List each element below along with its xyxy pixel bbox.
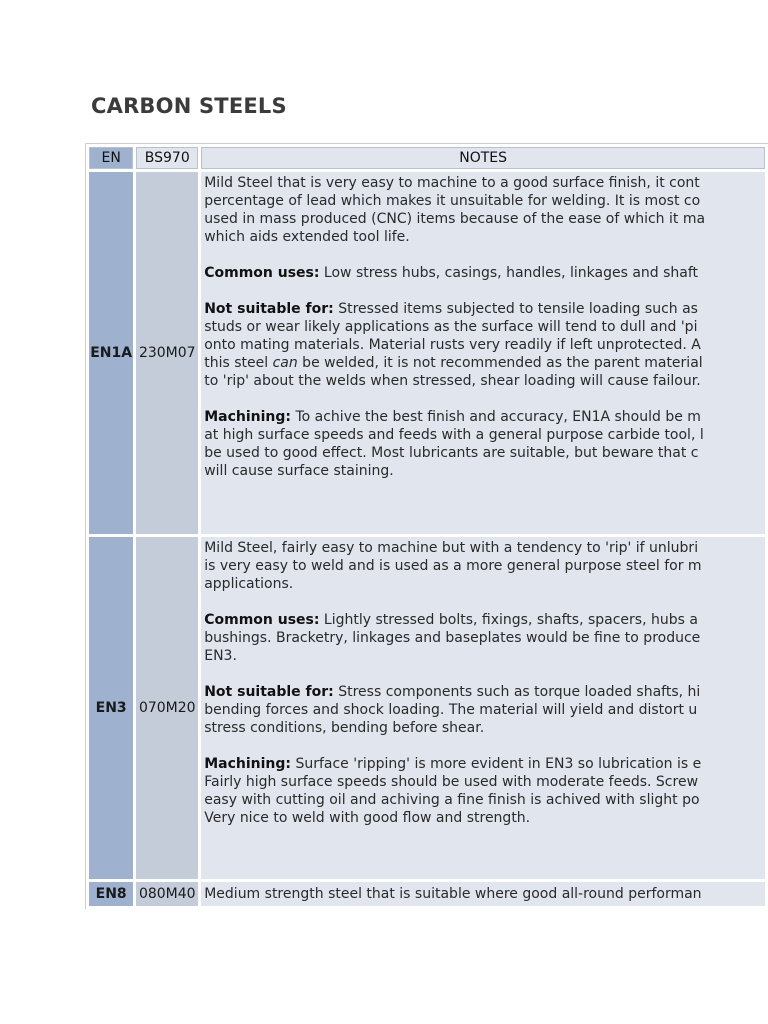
en-grade-cell: EN1A (89, 172, 133, 534)
machining-label: Machining: (204, 409, 292, 425)
machining-paragraph (204, 755, 765, 827)
note-line: used in mass produced (CNC) items because of the ease of which it ma (204, 211, 706, 227)
carbon-steels-table (85, 143, 768, 909)
note-line (204, 755, 765, 773)
note-line: Very nice to weld with good flow and strength. (204, 810, 531, 826)
note-line (204, 354, 765, 372)
table-row (89, 537, 765, 879)
common-uses-paragraph (204, 264, 765, 282)
header-notes: NOTES (201, 147, 765, 169)
notes-cell (201, 172, 765, 534)
note-line (204, 264, 765, 282)
note-text: be welded, it is not recommended as the parent material (297, 355, 703, 371)
common-uses-label: Common uses: (204, 612, 320, 628)
note-text: Stress components such as torque loaded shafts, hi (333, 684, 701, 700)
note-line: onto mating materials. Material rusts very readily if left unprotected. A (204, 337, 701, 353)
not-suitable-paragraph (204, 683, 765, 737)
note-text: Low stress hubs, casings, handles, linkages and shaft (319, 265, 699, 281)
note-line: be used to good effect. Most lubricants are suitable, but beware that c (204, 445, 699, 461)
note-line: at high surface speeds and feeds with a general purpose carbide tool, l (204, 427, 704, 443)
note-line: stress conditions, bending before shear. (204, 720, 485, 736)
notes-cell (201, 537, 765, 879)
table-header-row (89, 147, 765, 169)
not-suitable-label: Not suitable for: (204, 301, 334, 317)
machining-label: Machining: (204, 756, 292, 772)
note-line: applications. (204, 576, 294, 592)
note-line (204, 300, 765, 318)
note-line: is very easy to weld and is used as a more general purpose steel for m (204, 558, 702, 574)
emphasis-text: can (272, 355, 298, 371)
header-en: EN (89, 147, 133, 169)
note-line: Medium strength steel that is suitable where good all-round performan (204, 886, 702, 902)
note-line: bushings. Bracketry, linkages and baseplates would be fine to produce (204, 630, 701, 646)
note-line: bending forces and shock loading. The material will yield and distort u (204, 702, 698, 718)
note-line: which aids extended tool life. (204, 229, 410, 245)
note-line: easy with cutting oil and achiving a fine finish is achived with slight po (204, 792, 700, 808)
table-row (89, 172, 765, 534)
note-line: Mild Steel, fairly easy to machine but with a tendency to 'rip' if unlubri (204, 540, 699, 556)
description-paragraph (204, 174, 765, 246)
en-grade-cell: EN3 (89, 537, 133, 879)
note-text: Surface 'ripping' is more evident in EN3 so lubrication is e (291, 756, 702, 772)
note-line: Fairly high surface speeds should be used with moderate feeds. Screw (204, 774, 699, 790)
note-text: Lightly stressed bolts, fixings, shafts, spacers, hubs a (319, 612, 698, 628)
description-paragraph (204, 539, 765, 593)
table-row (89, 882, 765, 906)
note-text: To achive the best finish and accuracy, EN1A should be m (291, 409, 701, 425)
not-suitable-label: Not suitable for: (204, 684, 334, 700)
note-line: to 'rip' about the welds when stressed, shear loading will cause failour. (204, 373, 701, 389)
note-line: percentage of lead which makes it unsuitable for welding. It is most co (204, 193, 701, 209)
machining-paragraph (204, 408, 765, 480)
bs970-code-cell: 080M40 (136, 882, 198, 906)
note-line (204, 408, 765, 426)
en-grade-cell: EN8 (89, 882, 133, 906)
page-title: CARBON STEELS (91, 94, 287, 118)
common-uses-label: Common uses: (204, 265, 320, 281)
bs970-code-cell: 230M07 (136, 172, 198, 534)
note-line (204, 611, 765, 629)
note-line (204, 683, 765, 701)
note-text: this steel (204, 355, 273, 371)
note-line: Mild Steel that is very easy to machine to a good surface finish, it cont (204, 175, 700, 191)
note-text: Stressed items subjected to tensile loading such as (333, 301, 698, 317)
header-bs970: BS970 (136, 147, 198, 169)
note-line: studs or wear likely applications as the surface will tend to dull and 'pi (204, 319, 698, 335)
common-uses-paragraph (204, 611, 765, 665)
bs970-code-cell: 070M20 (136, 537, 198, 879)
note-line: EN3. (204, 648, 237, 664)
notes-cell (201, 882, 765, 906)
not-suitable-paragraph (204, 300, 765, 390)
note-line: will cause surface staining. (204, 463, 394, 479)
